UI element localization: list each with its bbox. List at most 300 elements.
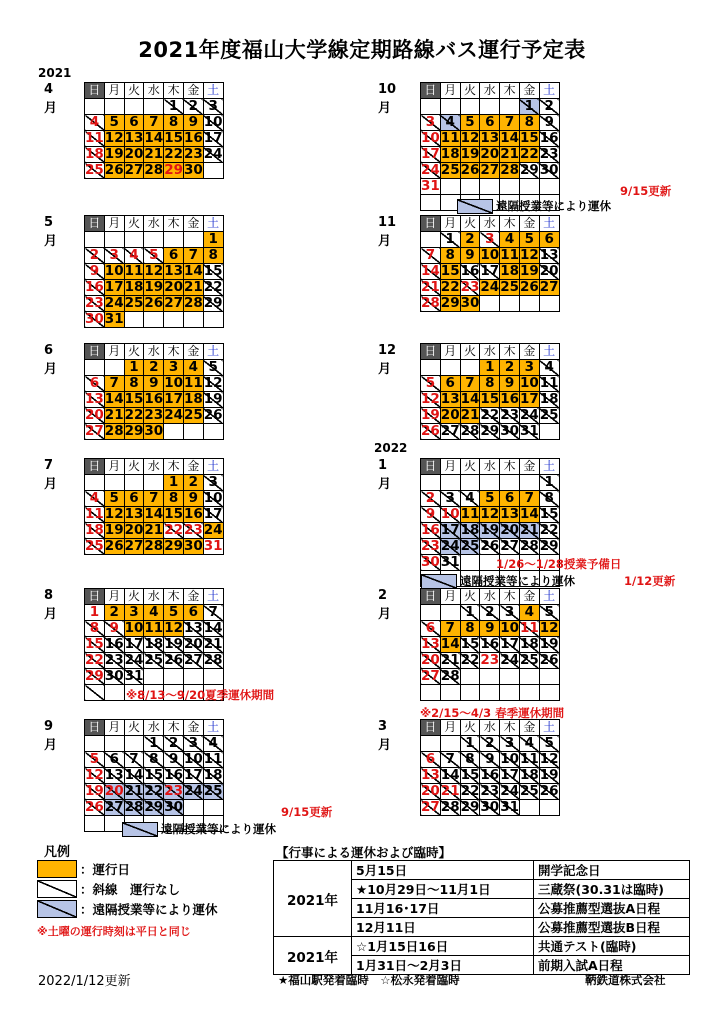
day-cell <box>85 816 105 832</box>
day-cell: 19 <box>164 636 183 652</box>
day-cell: 6 <box>539 232 559 248</box>
day-cell: 9 <box>500 376 520 392</box>
day-cell: 28 <box>519 538 539 554</box>
day-cell: 19 <box>421 407 440 423</box>
day-cell: 14 <box>144 506 164 522</box>
event-name: 前期入試A日程 <box>534 956 690 975</box>
day-cell: 9 <box>164 752 184 768</box>
day-cell: 18 <box>519 767 539 783</box>
day-cell: 4 <box>539 360 559 376</box>
day-cell <box>519 475 539 491</box>
day-cell: 30 <box>144 423 164 439</box>
week-row <box>85 280 224 296</box>
weekday-header-row <box>421 216 560 232</box>
day-cell <box>480 99 500 115</box>
day-cell: 31 <box>124 668 144 684</box>
day-cell: 19 <box>480 522 500 538</box>
day-cell: 22 <box>203 279 223 295</box>
oct-remote-label: 遠隔授業等により運休 <box>496 199 611 213</box>
day-cell: 2 <box>480 736 500 752</box>
weekday-header: 火 <box>124 83 144 99</box>
day-cell: 16 <box>104 636 124 652</box>
feb-spring-note: ※2/15～4/3 春季運休期間 <box>420 706 565 720</box>
day-cell: 4 <box>519 736 539 752</box>
weekday-header-row <box>421 720 560 736</box>
week-row <box>85 115 224 131</box>
day-cell: 12 <box>144 263 164 279</box>
event-name: 公募推薦型選抜B日程 <box>534 918 690 937</box>
week-row <box>421 163 560 179</box>
day-cell: 20 <box>421 783 440 799</box>
day-cell <box>519 179 539 195</box>
day-cell: 1 <box>519 99 539 115</box>
weekday-header: 木 <box>164 459 184 475</box>
day-cell: 28 <box>203 652 223 668</box>
weekday-header: 木 <box>164 589 184 605</box>
day-cell: 20 <box>85 407 104 423</box>
day-cell: 12 <box>421 391 440 407</box>
footer-company: 鞆鉄道株式会社 <box>585 973 666 987</box>
day-cell: 18 <box>460 522 480 538</box>
day-cell: 13 <box>104 767 124 783</box>
day-cell: 27 <box>500 538 519 554</box>
jan-updated-note: 1/12更新 <box>624 574 676 588</box>
day-cell: 7 <box>104 376 124 392</box>
day-cell: 9 <box>183 491 203 507</box>
day-cell: 3 <box>124 605 144 621</box>
week-row <box>421 523 560 539</box>
day-cell <box>440 179 460 195</box>
day-cell: 31 <box>104 311 124 327</box>
weekday-header: 水 <box>480 589 500 605</box>
day-cell <box>421 475 441 491</box>
weekday-header: 日 <box>85 344 105 360</box>
week-row <box>85 736 224 752</box>
week-row <box>85 605 224 621</box>
day-cell <box>104 99 124 115</box>
day-cell <box>104 736 124 752</box>
day-cell: 26 <box>460 162 480 178</box>
weekday-header: 土 <box>539 344 559 360</box>
day-cell: 8 <box>460 621 480 637</box>
remote-swatch <box>421 574 457 589</box>
week-row <box>85 232 224 248</box>
weekday-header-row <box>421 83 560 99</box>
day-cell: 10 <box>203 490 223 506</box>
calendar-table <box>84 215 224 328</box>
day-cell: 2 <box>539 99 559 115</box>
weekday-header: 月 <box>104 83 124 99</box>
weekday-header: 火 <box>460 344 480 360</box>
day-cell: 24 <box>480 279 500 295</box>
day-cell <box>144 232 164 248</box>
day-cell: 5 <box>104 491 124 507</box>
day-cell <box>203 424 223 440</box>
week-row <box>85 637 224 653</box>
day-cell: 23 <box>421 538 440 554</box>
day-cell: 3 <box>500 605 520 621</box>
day-cell: 27 <box>124 162 144 178</box>
day-cell <box>480 296 500 312</box>
day-cell: 12 <box>539 620 559 636</box>
day-cell: 28 <box>183 295 203 311</box>
weekday-header: 土 <box>203 344 223 360</box>
day-cell: 12 <box>460 130 480 146</box>
week-row <box>421 376 560 392</box>
day-cell <box>421 360 441 376</box>
day-cell: 15 <box>144 767 164 783</box>
day-cell: 17 <box>440 522 460 538</box>
events-table <box>273 860 690 975</box>
day-cell <box>480 475 500 491</box>
day-cell: 8 <box>144 752 164 768</box>
day-cell: 26 <box>104 538 124 554</box>
day-cell: 23 <box>144 407 164 423</box>
day-cell: 24 <box>519 407 539 423</box>
weekday-header: 水 <box>480 720 500 736</box>
day-cell: 19 <box>104 146 124 162</box>
day-cell: 25 <box>144 652 164 668</box>
weekday-header: 火 <box>460 720 480 736</box>
day-cell: 7 <box>519 491 539 507</box>
day-cell <box>480 685 500 701</box>
day-cell: 6 <box>183 605 203 621</box>
day-cell: 16 <box>421 522 440 538</box>
day-cell: 11 <box>144 620 164 636</box>
day-cell: 16 <box>144 391 164 407</box>
day-cell <box>519 685 539 701</box>
day-cell: 14 <box>144 130 164 146</box>
weekday-header: 月 <box>104 344 124 360</box>
weekday-header: 木 <box>500 459 520 475</box>
calendar-table <box>84 82 224 179</box>
event-name: 共通テスト(臨時) <box>534 937 690 956</box>
week-row <box>421 539 560 555</box>
day-cell: 3 <box>183 736 203 752</box>
calendar-table <box>84 588 224 701</box>
day-cell <box>203 163 223 179</box>
day-cell: 14 <box>203 620 223 636</box>
day-cell: 7 <box>460 376 480 392</box>
day-cell: 12 <box>539 751 559 767</box>
day-cell <box>203 800 223 816</box>
week-row <box>85 408 224 424</box>
month-label: 6月 <box>44 343 58 377</box>
month-label: 8月 <box>44 588 58 622</box>
sep-remote-label: 遠隔授業等により運休 <box>161 822 276 836</box>
day-cell: 23 <box>500 407 519 423</box>
day-cell: 27 <box>104 799 124 815</box>
day-cell <box>500 179 520 195</box>
day-cell: 22 <box>85 652 104 668</box>
day-cell <box>144 475 164 491</box>
day-cell: 27 <box>183 652 203 668</box>
day-cell: 15 <box>203 263 223 279</box>
day-cell: 13 <box>500 506 519 522</box>
day-cell <box>421 195 441 211</box>
day-cell: 9 <box>85 264 105 280</box>
day-cell: 20 <box>124 146 144 162</box>
day-cell: 28 <box>440 799 460 815</box>
day-cell: 6 <box>164 248 184 264</box>
weekday-header: 木 <box>500 720 520 736</box>
weekday-header: 土 <box>203 83 223 99</box>
weekday-header: 水 <box>480 459 500 475</box>
no-service-swatch <box>37 880 77 898</box>
weekday-header: 金 <box>183 589 203 605</box>
week-row <box>421 507 560 523</box>
week-row <box>421 115 560 131</box>
calendar-table <box>420 343 560 440</box>
day-cell <box>460 685 480 701</box>
day-cell: 24 <box>183 783 203 799</box>
day-cell: 11 <box>539 375 559 391</box>
day-cell: 25 <box>85 162 104 178</box>
day-cell: 30 <box>500 423 519 439</box>
day-cell: 19 <box>85 783 104 799</box>
page-title: 2021年度福山大学線定期路線バス運行予定表 <box>138 38 586 62</box>
day-cell <box>183 424 203 440</box>
day-cell: 22 <box>460 652 480 668</box>
day-cell: 20 <box>183 636 203 652</box>
day-cell: 28 <box>144 538 164 554</box>
month-label: 7月 <box>44 458 58 492</box>
weekday-header: 水 <box>480 83 500 99</box>
week-row <box>85 392 224 408</box>
weekday-header: 火 <box>460 589 480 605</box>
day-cell: 20 <box>164 279 183 295</box>
event-date: 12月11日 <box>352 918 534 937</box>
aug-summer-note: ※8/13～9/20夏季運休期間 <box>126 688 275 702</box>
day-cell: 17 <box>104 279 124 295</box>
day-cell <box>539 800 559 816</box>
day-cell: 13 <box>183 620 203 636</box>
weekday-header: 土 <box>203 459 223 475</box>
weekday-header: 金 <box>183 459 203 475</box>
day-cell: 30 <box>183 538 203 554</box>
day-cell <box>124 475 144 491</box>
weekday-header: 火 <box>460 83 480 99</box>
day-cell: 21 <box>440 783 460 799</box>
day-cell: 29 <box>203 295 223 311</box>
day-cell: 18 <box>85 522 104 538</box>
day-cell: 17 <box>183 767 203 783</box>
day-cell: 29 <box>164 162 183 178</box>
event-year: 2021年 <box>274 937 352 975</box>
day-cell <box>421 685 441 701</box>
day-cell: 26 <box>203 407 223 423</box>
day-cell: 5 <box>519 232 539 248</box>
day-cell: 11 <box>85 506 104 522</box>
legend-operating <box>37 860 130 878</box>
day-cell: 9 <box>539 115 559 131</box>
day-cell: 27 <box>421 799 440 815</box>
weekday-header: 土 <box>203 216 223 232</box>
day-cell: 15 <box>440 263 460 279</box>
day-cell: 13 <box>164 263 183 279</box>
day-cell: 30 <box>183 162 203 178</box>
day-cell: 13 <box>440 391 460 407</box>
day-cell: 26 <box>421 423 440 439</box>
year-2021-label: 2021 <box>38 66 72 80</box>
week-row <box>421 784 560 800</box>
day-cell: 6 <box>85 376 105 392</box>
weekday-header: 日 <box>421 589 441 605</box>
weekday-header: 木 <box>500 344 520 360</box>
day-cell: 28 <box>104 423 124 439</box>
calendar-table <box>420 588 560 701</box>
day-cell: 29 <box>460 799 480 815</box>
event-name: 三蔵祭(30.31は臨時) <box>534 880 690 899</box>
day-cell: 14 <box>124 767 144 783</box>
calendar-table <box>84 458 224 555</box>
day-cell: 7 <box>144 491 164 507</box>
day-cell <box>124 232 144 248</box>
event-name: 開学記念日 <box>534 861 690 880</box>
day-cell: 23 <box>183 146 203 162</box>
day-cell: 1 <box>460 736 480 752</box>
weekday-header: 金 <box>183 720 203 736</box>
day-cell <box>421 736 441 752</box>
legend-remote <box>37 900 218 918</box>
week-row <box>421 669 560 685</box>
day-cell: 2 <box>421 491 441 507</box>
day-cell: 29 <box>144 799 164 815</box>
day-cell: 18 <box>519 636 539 652</box>
weekday-header-row <box>85 216 224 232</box>
day-cell: 20 <box>124 522 144 538</box>
day-cell: 1 <box>124 360 144 376</box>
weekday-header: 月 <box>440 216 460 232</box>
day-cell: 7 <box>500 115 520 131</box>
day-cell: 5 <box>421 376 441 392</box>
day-cell: 4 <box>85 115 105 131</box>
weekday-header: 水 <box>144 83 164 99</box>
day-cell: 22 <box>440 279 460 295</box>
day-cell <box>539 179 559 195</box>
day-cell <box>480 669 500 685</box>
day-cell: 11 <box>183 375 203 391</box>
week-row <box>421 768 560 784</box>
week-row <box>421 392 560 408</box>
day-cell: 27 <box>421 668 440 684</box>
day-cell: 10 <box>124 620 144 636</box>
day-cell: 23 <box>539 146 559 162</box>
day-cell: 31 <box>440 554 460 570</box>
day-cell: 15 <box>480 391 500 407</box>
day-cell <box>164 232 184 248</box>
day-cell <box>124 736 144 752</box>
day-cell: 18 <box>500 263 519 279</box>
day-cell <box>104 360 124 376</box>
day-cell: 23 <box>480 783 500 799</box>
week-row <box>421 99 560 115</box>
day-cell <box>460 555 480 571</box>
day-cell: 11 <box>500 247 519 263</box>
month-label: 3月 <box>378 719 392 753</box>
day-cell: 12 <box>104 506 124 522</box>
weekday-header: 木 <box>164 344 184 360</box>
day-cell: 25 <box>85 538 104 554</box>
remote-swatch <box>37 900 77 918</box>
day-cell: 17 <box>421 146 440 162</box>
week-row <box>85 475 224 491</box>
day-cell: 21 <box>519 522 539 538</box>
day-cell: 26 <box>144 295 164 311</box>
weekday-header: 月 <box>104 216 124 232</box>
day-cell: 6 <box>421 621 441 637</box>
events-title: 【行事による運休および臨時】 <box>276 845 452 860</box>
day-cell: 17 <box>500 636 519 652</box>
day-cell: 3 <box>203 99 223 115</box>
day-cell: 25 <box>203 783 223 799</box>
day-cell: 8 <box>203 248 223 264</box>
week-row <box>421 424 560 440</box>
day-cell: 9 <box>480 621 500 637</box>
day-cell <box>440 685 460 701</box>
weekday-header: 火 <box>460 216 480 232</box>
day-cell <box>104 232 124 248</box>
week-row <box>85 784 224 800</box>
day-cell: 20 <box>104 783 124 799</box>
jan-exam-note: 1/26～1/28授業予備日 <box>496 557 622 571</box>
day-cell: 24 <box>421 162 440 178</box>
calendar-table <box>420 82 560 211</box>
day-cell <box>183 232 203 248</box>
week-row <box>421 179 560 195</box>
day-cell: 4 <box>500 232 520 248</box>
day-cell: 10 <box>421 130 440 146</box>
day-cell <box>124 312 144 328</box>
day-cell: 8 <box>440 248 460 264</box>
day-cell: 6 <box>480 115 500 131</box>
day-cell: 13 <box>421 767 440 783</box>
day-cell <box>500 99 520 115</box>
day-cell: 4 <box>203 736 223 752</box>
day-cell <box>440 475 460 491</box>
week-row <box>421 621 560 637</box>
weekday-header: 水 <box>480 216 500 232</box>
weekday-header: 火 <box>124 344 144 360</box>
day-cell: 18 <box>85 146 104 162</box>
day-cell: 1 <box>203 232 223 248</box>
saturday-note: ※土曜の運行時刻は平日と同じ <box>37 925 191 938</box>
day-cell: 12 <box>104 130 124 146</box>
week-row <box>421 475 560 491</box>
calendar-table <box>420 215 560 312</box>
day-cell: 11 <box>203 751 223 767</box>
day-cell: 20 <box>440 407 460 423</box>
day-cell: 19 <box>539 767 559 783</box>
day-cell: 16 <box>85 279 104 295</box>
week-row <box>85 248 224 264</box>
day-cell: 10 <box>500 620 519 636</box>
weekday-header: 金 <box>519 344 539 360</box>
day-cell: 17 <box>203 506 223 522</box>
day-cell: 10 <box>519 375 539 391</box>
week-row <box>421 360 560 376</box>
week-row <box>85 424 224 440</box>
day-cell: 12 <box>164 620 183 636</box>
day-cell: 29 <box>164 538 183 554</box>
weekday-header: 木 <box>500 83 520 99</box>
day-cell <box>480 179 500 195</box>
day-cell <box>440 99 460 115</box>
day-cell: 21 <box>460 407 480 423</box>
day-cell: 26 <box>539 783 559 799</box>
day-cell: 1 <box>539 475 559 491</box>
week-row <box>85 539 224 555</box>
